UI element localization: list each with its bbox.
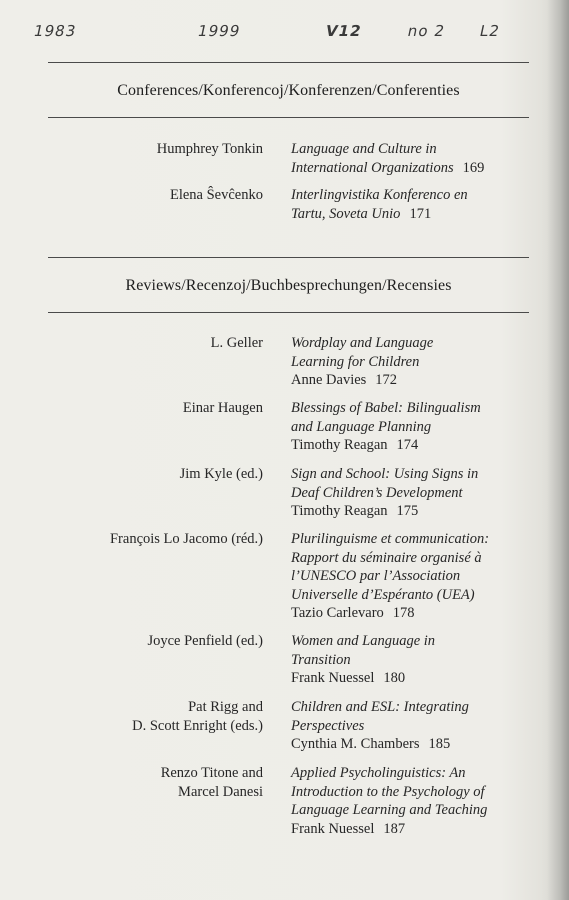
entry-author <box>3 698 263 735</box>
handwritten-note: 1999 <box>196 22 243 40</box>
entry-author: Elena Ŝevĉenko <box>169 187 263 203</box>
entry-page-number: 178 <box>392 605 415 621</box>
entry-title-line: Learning for Children <box>291 353 420 370</box>
entry-title-line: Blessings of Babel: Bilingualism <box>291 400 481 416</box>
entry-title-line: Wordplay and Language <box>291 335 434 351</box>
entry-title-last-line <box>291 160 484 176</box>
entry-title-line: Language Learning and Teaching <box>291 802 488 818</box>
entry-author <box>3 632 263 651</box>
entry-author: Humphrey Tonkin <box>156 141 263 157</box>
entry-reviewer-line <box>291 502 541 521</box>
entry-reviewer: Tazio Carlevaro <box>291 605 384 621</box>
entry-author-line: Renzo Titone and <box>160 765 263 781</box>
entry-work <box>291 140 541 177</box>
entry-author-line: Jim Kyle (ed.) <box>179 466 263 482</box>
entry-reviewer: Frank Nuessel <box>291 670 375 686</box>
entry-work <box>291 334 541 390</box>
entry-work <box>291 698 541 754</box>
entry-page-number: 185 <box>428 736 451 752</box>
entry-author-line: Pat Rigg and <box>188 699 263 715</box>
entry-page-number: 169 <box>462 159 485 176</box>
entry-title-line: Children and ESL: Integrating <box>291 699 469 715</box>
entry-reviewer-line <box>291 436 541 455</box>
handwritten-note: no 2 <box>406 22 447 40</box>
entry-title-line: Perspectives <box>291 717 365 734</box>
entry-page-number: 180 <box>383 670 406 686</box>
entry-reviewer-line <box>291 735 541 754</box>
entry-title-line: l’UNESCO par l’Association <box>291 568 461 584</box>
entry-reviewer-line <box>291 820 541 839</box>
handwritten-note: V12 <box>324 22 364 40</box>
entry-title-line: Tartu, Soveta Unio <box>291 205 401 222</box>
entry-page-number: 171 <box>409 205 432 222</box>
entry-author <box>3 465 263 484</box>
entry-title-line: Women and Language in <box>291 633 436 649</box>
entry-work <box>291 186 541 223</box>
handwritten-note: 1983 <box>32 22 79 40</box>
entry-author-line: Einar Haugen <box>182 400 263 416</box>
entry-reviewer: Timothy Reagan <box>291 437 388 453</box>
entry-work <box>291 632 541 688</box>
entry-author-line: D. Scott Enright (eds.) <box>132 717 263 734</box>
entry-reviewer: Frank Nuessel <box>291 820 375 837</box>
entry-author-line: L. Geller <box>210 335 263 351</box>
entry-title-line: Transition <box>291 651 351 668</box>
page-edge-shadow <box>547 0 569 900</box>
entry-page-number: 174 <box>396 437 419 453</box>
entry-work <box>291 764 541 838</box>
entry-reviewer-line <box>291 371 541 390</box>
handwritten-note: L2 <box>478 22 502 40</box>
section-title-reviews: Reviews/Recenzoj/Buchbesprechungen/Recensies <box>125 277 452 294</box>
entry-title-line: Plurilinguisme et communication: <box>291 531 490 547</box>
entry-page-number: 187 <box>383 820 406 837</box>
entry-title-line: Sign and School: Using Signs in <box>291 466 479 482</box>
section-rule-bottom <box>48 312 529 313</box>
entry-title-line: Interlingvistika Konferenco en <box>291 187 468 203</box>
entry-reviewer: Cynthia M. Chambers <box>291 736 420 752</box>
entry-author-line: François Lo Jacomo (réd.) <box>109 531 263 547</box>
entry-reviewer-line <box>291 604 541 623</box>
entry-author <box>3 530 263 549</box>
entry-author <box>3 764 263 801</box>
entry-work <box>291 530 541 623</box>
entry-title-line: Language and Culture in <box>291 141 437 157</box>
entry-work <box>291 465 541 521</box>
handwritten-annotations <box>0 22 569 52</box>
section-rule-top <box>48 257 529 258</box>
section-title-conferences: Conferences/Konferencoj/Konferenzen/Conferenties <box>117 82 460 99</box>
entry-title-line: and Language Planning <box>291 418 432 435</box>
section-rule-bottom <box>48 117 529 118</box>
section-rule-top <box>48 62 529 63</box>
entry-work <box>291 399 541 455</box>
entry-title-line: Applied Psycholinguistics: An <box>291 765 466 781</box>
entry-title-line: Introduction to the Psychology of <box>291 783 485 800</box>
entry-title-line: Universelle d’Espéranto (UEA) <box>291 586 475 603</box>
entry-author-line: Marcel Danesi <box>178 783 263 800</box>
entry-title-line: Rapport du séminaire organisé à <box>291 549 482 566</box>
entry-reviewer: Timothy Reagan <box>291 503 388 519</box>
entry-title-line: Deaf Children’s Development <box>291 484 463 501</box>
entry-reviewer: Anne Davies <box>291 372 367 388</box>
entry-title-line: International Organizations <box>291 159 454 176</box>
entry-page-number: 172 <box>375 372 398 388</box>
entry-author-line: Joyce Penfield (ed.) <box>147 633 263 649</box>
entry-title-last-line <box>291 206 431 222</box>
entry-reviewer-line <box>291 669 541 688</box>
entry-author <box>3 334 263 353</box>
entry-author <box>3 399 263 418</box>
entry-page-number: 175 <box>396 503 419 519</box>
